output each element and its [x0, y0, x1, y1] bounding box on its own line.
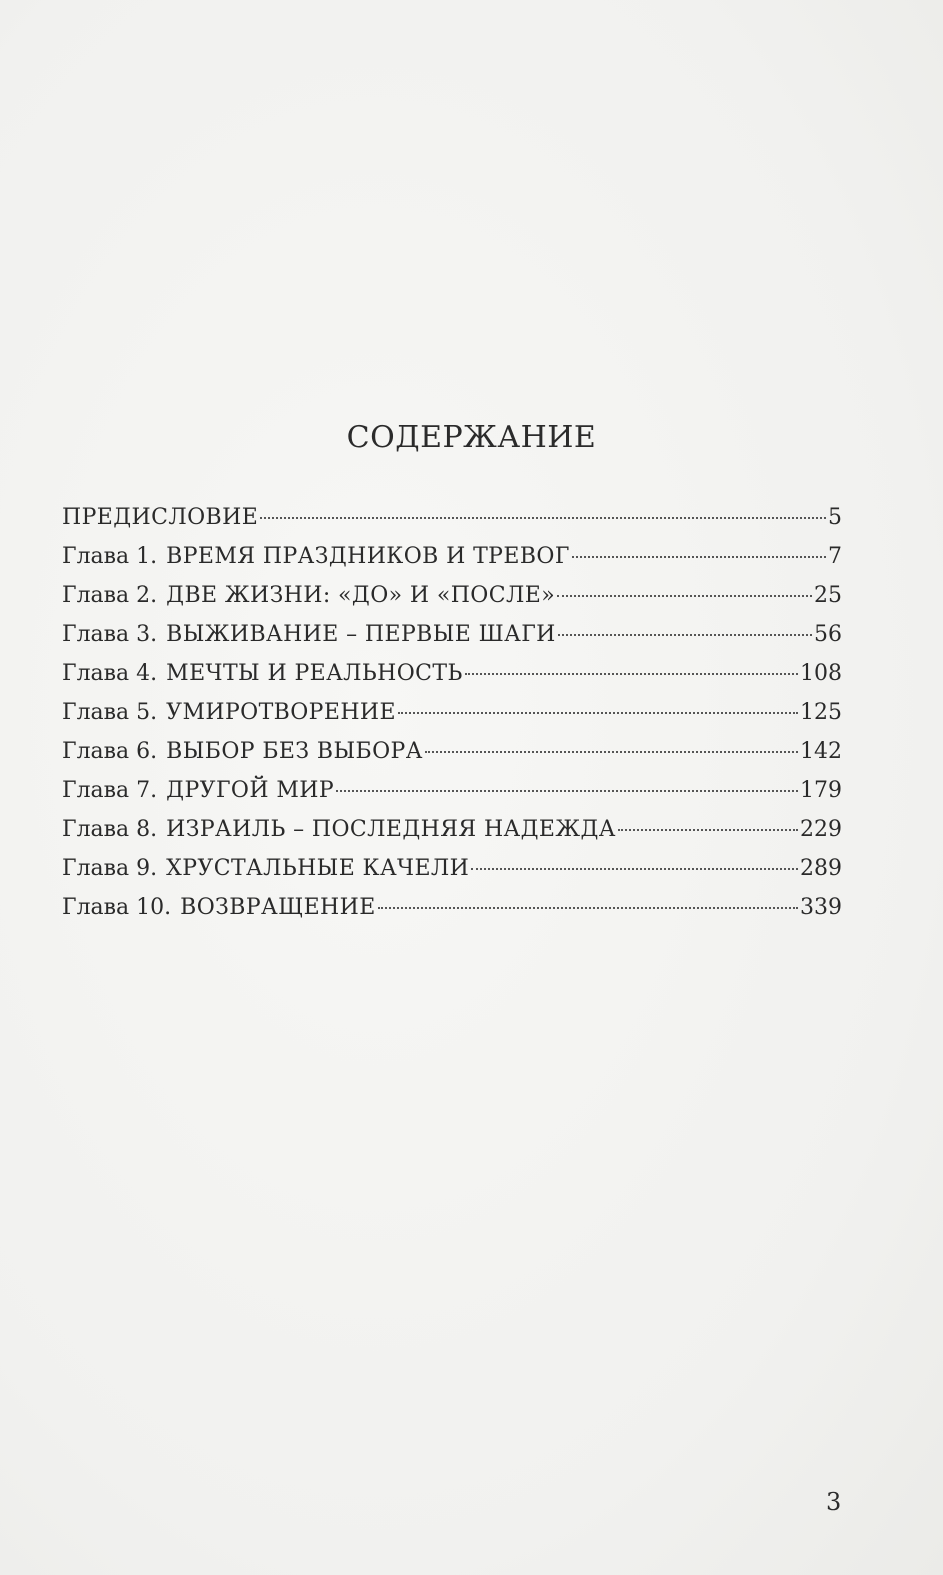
dot-leader: [336, 790, 798, 792]
dot-leader: [572, 556, 826, 558]
toc-entry-heading: ДВЕ ЖИЗНИ: «ДО» И «ПОСЛЕ»: [166, 583, 556, 608]
toc-entry-chapter: Глава 3.: [62, 622, 158, 647]
toc-entry-heading: ИЗРАИЛЬ – ПОСЛЕДНЯЯ НАДЕЖДА: [166, 817, 616, 842]
toc-entry-page: 339: [800, 895, 842, 920]
dot-leader: [378, 907, 798, 909]
toc-entry-chapter: Глава 8.: [62, 817, 158, 842]
toc-entry-heading: ВЫБОР БЕЗ ВЫБОРА: [166, 739, 423, 764]
toc-entry-heading: ХРУСТАЛЬНЫЕ КАЧЕЛИ: [166, 856, 470, 881]
toc-entry-chapter: Глава 9.: [62, 856, 158, 881]
dot-leader: [425, 751, 798, 753]
toc-entry-chapter: Глава 6.: [62, 739, 158, 764]
toc-entry-chapter: Глава 5.: [62, 700, 158, 725]
toc-entry-chapter-9: [62, 849, 842, 888]
toc-entry-chapter: Глава 2.: [62, 583, 158, 608]
toc-entry-page: 7: [828, 544, 842, 569]
toc-entry-chapter-6: [62, 732, 842, 771]
dot-leader: [465, 673, 798, 675]
toc-entry-chapter: Глава 7.: [62, 778, 158, 803]
toc-entry-page: 229: [800, 817, 842, 842]
toc-entry-preface: [62, 498, 842, 537]
toc-entry-chapter-7: [62, 771, 842, 810]
toc-entry-heading: МЕЧТЫ И РЕАЛЬНОСТЬ: [166, 661, 463, 686]
page-number: 3: [826, 1488, 842, 1516]
toc-entry-heading: ДРУГОЙ МИР: [166, 778, 335, 803]
dot-leader: [471, 868, 798, 870]
toc-entry-chapter-10: [62, 888, 842, 927]
toc-entry-page: 179: [800, 778, 842, 803]
toc-entry-chapter-4: [62, 654, 842, 693]
dot-leader: [398, 712, 798, 714]
toc-entry-chapter: Глава 10.: [62, 895, 172, 920]
dot-leader: [260, 517, 826, 519]
toc-entry-heading: ВОЗВРАЩЕНИЕ: [180, 895, 376, 920]
toc-entry-heading: ВРЕМЯ ПРАЗДНИКОВ И ТРЕВОГ: [166, 544, 570, 569]
table-of-contents: [62, 498, 842, 927]
toc-entry-page: 142: [800, 739, 842, 764]
toc-entry-page: 289: [800, 856, 842, 881]
toc-entry-page: 125: [800, 700, 842, 725]
dot-leader: [618, 829, 798, 831]
toc-entry-chapter-3: [62, 615, 842, 654]
toc-entry-chapter: Глава 4.: [62, 661, 158, 686]
toc-entry-chapter: Глава 1.: [62, 544, 158, 569]
toc-entry-chapter-1: [62, 537, 842, 576]
toc-entry-heading: УМИРОТВОРЕНИЕ: [166, 700, 396, 725]
toc-entry-page: 5: [828, 505, 842, 530]
toc-entry-chapter-8: [62, 810, 842, 849]
toc-entry-chapter-2: [62, 576, 842, 615]
toc-entry-heading: ПРЕДИСЛОВИЕ: [62, 505, 259, 530]
toc-entry-page: 25: [814, 583, 842, 608]
toc-entry-page: 108: [800, 661, 842, 686]
dot-leader: [557, 595, 812, 597]
toc-entry-page: 56: [814, 622, 842, 647]
toc-entry-heading: ВЫЖИВАНИЕ – ПЕРВЫЕ ШАГИ: [166, 622, 556, 647]
dot-leader: [558, 634, 812, 636]
toc-title: СОДЕРЖАНИЕ: [346, 420, 597, 455]
toc-entry-chapter-5: [62, 693, 842, 732]
